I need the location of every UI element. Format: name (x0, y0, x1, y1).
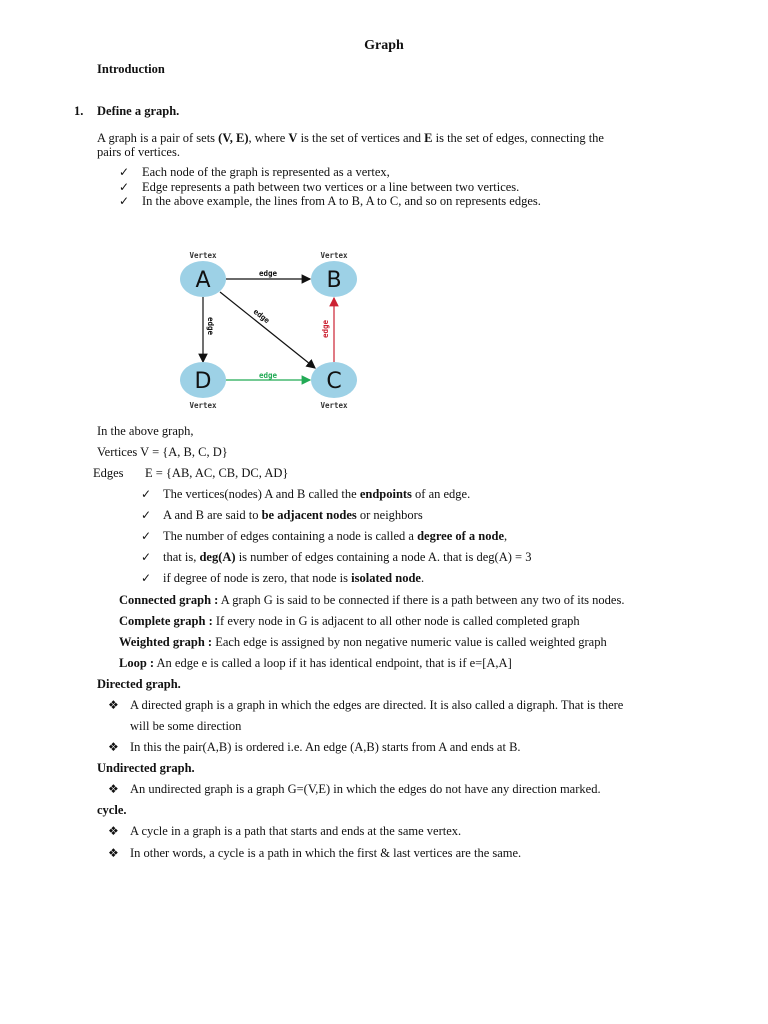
intro-heading: Introduction (97, 62, 165, 76)
definition-line-2: pairs of vertices. (97, 145, 180, 159)
diamond-item-text: An undirected graph is a graph G=(V,E) in which the edges do not have any direction marked. (130, 782, 601, 796)
diamond-bullet-icon: ❖ (108, 782, 119, 796)
bold-term: Weighted graph : (119, 635, 213, 649)
edge-label-ac: edge (251, 306, 272, 326)
cycle-heading: cycle. (97, 803, 127, 817)
page-title: Graph (364, 38, 404, 53)
diamond-item-text: A cycle in a graph is a path that starts and ends at the same vertex. (130, 824, 462, 838)
question-number: 1. (74, 104, 84, 118)
diamond-item-text: In other words, a cycle is a path in which the first & last vertices are the same. (130, 846, 522, 860)
def-v: V (288, 131, 298, 145)
text-part: The vertices(nodes) A and B called the (163, 487, 360, 501)
connected-graph-def (119, 593, 624, 608)
bold-term: isolated node (351, 571, 421, 585)
bold-term: Complete graph : (119, 614, 213, 628)
vertex-label-a: Vertex (189, 251, 217, 260)
text-part: is number of edges containing a node A. that is deg(A) = 3 (235, 550, 532, 564)
adjacent-text (163, 508, 423, 523)
bold-term: degree of a node (417, 529, 504, 543)
question-heading: Define a graph. (97, 104, 180, 118)
degree-text (163, 529, 507, 544)
text-part: If every node in G is adjacent to all other node is called completed graph (212, 614, 580, 628)
vertex-label-c: Vertex (320, 401, 348, 410)
complete-graph-def (119, 614, 580, 629)
edges-set: E = {AB, AC, CB, DC, AD} (145, 466, 289, 480)
definition-line-1 (97, 131, 737, 146)
check-icon: ✓ (141, 571, 152, 585)
diamond-bullet-icon: ❖ (108, 740, 119, 754)
text-part: of an edge. (411, 487, 471, 501)
directed-item1-continued: will be some direction (130, 719, 242, 733)
check-icon: ✓ (119, 165, 130, 179)
graph-diagram (170, 246, 370, 416)
vertex-label-d: Vertex (189, 401, 217, 410)
endpoints-text (163, 487, 470, 502)
loop-def (119, 656, 512, 671)
check-item-text: In the above example, the lines from A to B, A to C, and so on represents edges. (142, 194, 541, 208)
check-icon: ✓ (119, 194, 130, 208)
check-icon: ✓ (141, 487, 152, 501)
edges-label: Edges (93, 466, 124, 480)
directed-heading: Directed graph. (97, 677, 181, 691)
text-part: . (420, 571, 425, 585)
text-part: that is, (163, 550, 200, 564)
text-part: Each edge is assigned by non negative numeric value is called weighted graph (212, 635, 607, 649)
def-text-4: is the set of edges, connecting the (432, 131, 604, 145)
undirected-heading: Undirected graph. (97, 761, 195, 775)
diamond-item-text: In this the pair(A,B) is ordered i.e. An edge (A,B) starts from A and ends at B. (130, 740, 521, 754)
edge-label-dc: edge (258, 371, 278, 380)
node-b-label: B (326, 268, 342, 293)
node-a-label: A (195, 268, 211, 293)
bold-term: deg(A) (199, 550, 236, 564)
check-icon: ✓ (141, 508, 152, 522)
def-text-2: , where (248, 131, 289, 145)
vertices-set: Vertices V = {A, B, C, D} (97, 445, 228, 459)
text-part: The number of edges containing a node is called a (163, 529, 418, 543)
bold-term: endpoints (359, 487, 412, 501)
node-d-label: D (194, 369, 212, 394)
node-c-label: C (326, 369, 342, 394)
def-text-3: is the set of vertices and (297, 131, 425, 145)
diamond-bullet-icon: ❖ (108, 846, 119, 860)
edge-label-ad: edge (206, 316, 215, 336)
vertex-label-b: Vertex (320, 251, 348, 260)
check-icon: ✓ (141, 550, 152, 564)
text-part: A and B are said to (163, 508, 262, 522)
text-part: or neighbors (356, 508, 423, 522)
def-ve: (V, E) (218, 131, 249, 145)
check-item-text: Edge represents a path between two vertices or a line between two vertices. (142, 180, 520, 194)
def-e: E (424, 131, 433, 145)
deg-a-text (163, 550, 531, 565)
text-part: A graph G is said to be connected if there is a path between any two of its nodes. (218, 593, 625, 607)
def-text-1: A graph is a pair of sets (97, 131, 219, 145)
edge-ac (220, 292, 315, 368)
isolated-text (163, 571, 424, 586)
above-graph-intro: In the above graph, (97, 424, 194, 438)
edge-label-ab: edge (258, 269, 278, 278)
text-part: An edge e is called a loop if it has identical endpoint, that is if e=[A,A] (154, 656, 512, 670)
diamond-item-text: A directed graph is a graph in which the edges are directed. It is also called a digraph. That is there (130, 698, 624, 712)
weighted-graph-def (119, 635, 607, 650)
diamond-bullet-icon: ❖ (108, 698, 119, 712)
check-icon: ✓ (141, 529, 152, 543)
bold-term: Connected graph : (119, 593, 219, 607)
bold-term: Loop : (119, 656, 155, 670)
check-icon: ✓ (119, 180, 130, 194)
text-part: if degree of node is zero, that node is (163, 571, 352, 585)
edge-label-cb: edge (321, 319, 330, 339)
check-item-text: Each node of the graph is represented as a vertex, (142, 165, 390, 179)
diamond-bullet-icon: ❖ (108, 824, 119, 838)
text-part: , (504, 529, 508, 543)
bold-term: be adjacent nodes (261, 508, 357, 522)
